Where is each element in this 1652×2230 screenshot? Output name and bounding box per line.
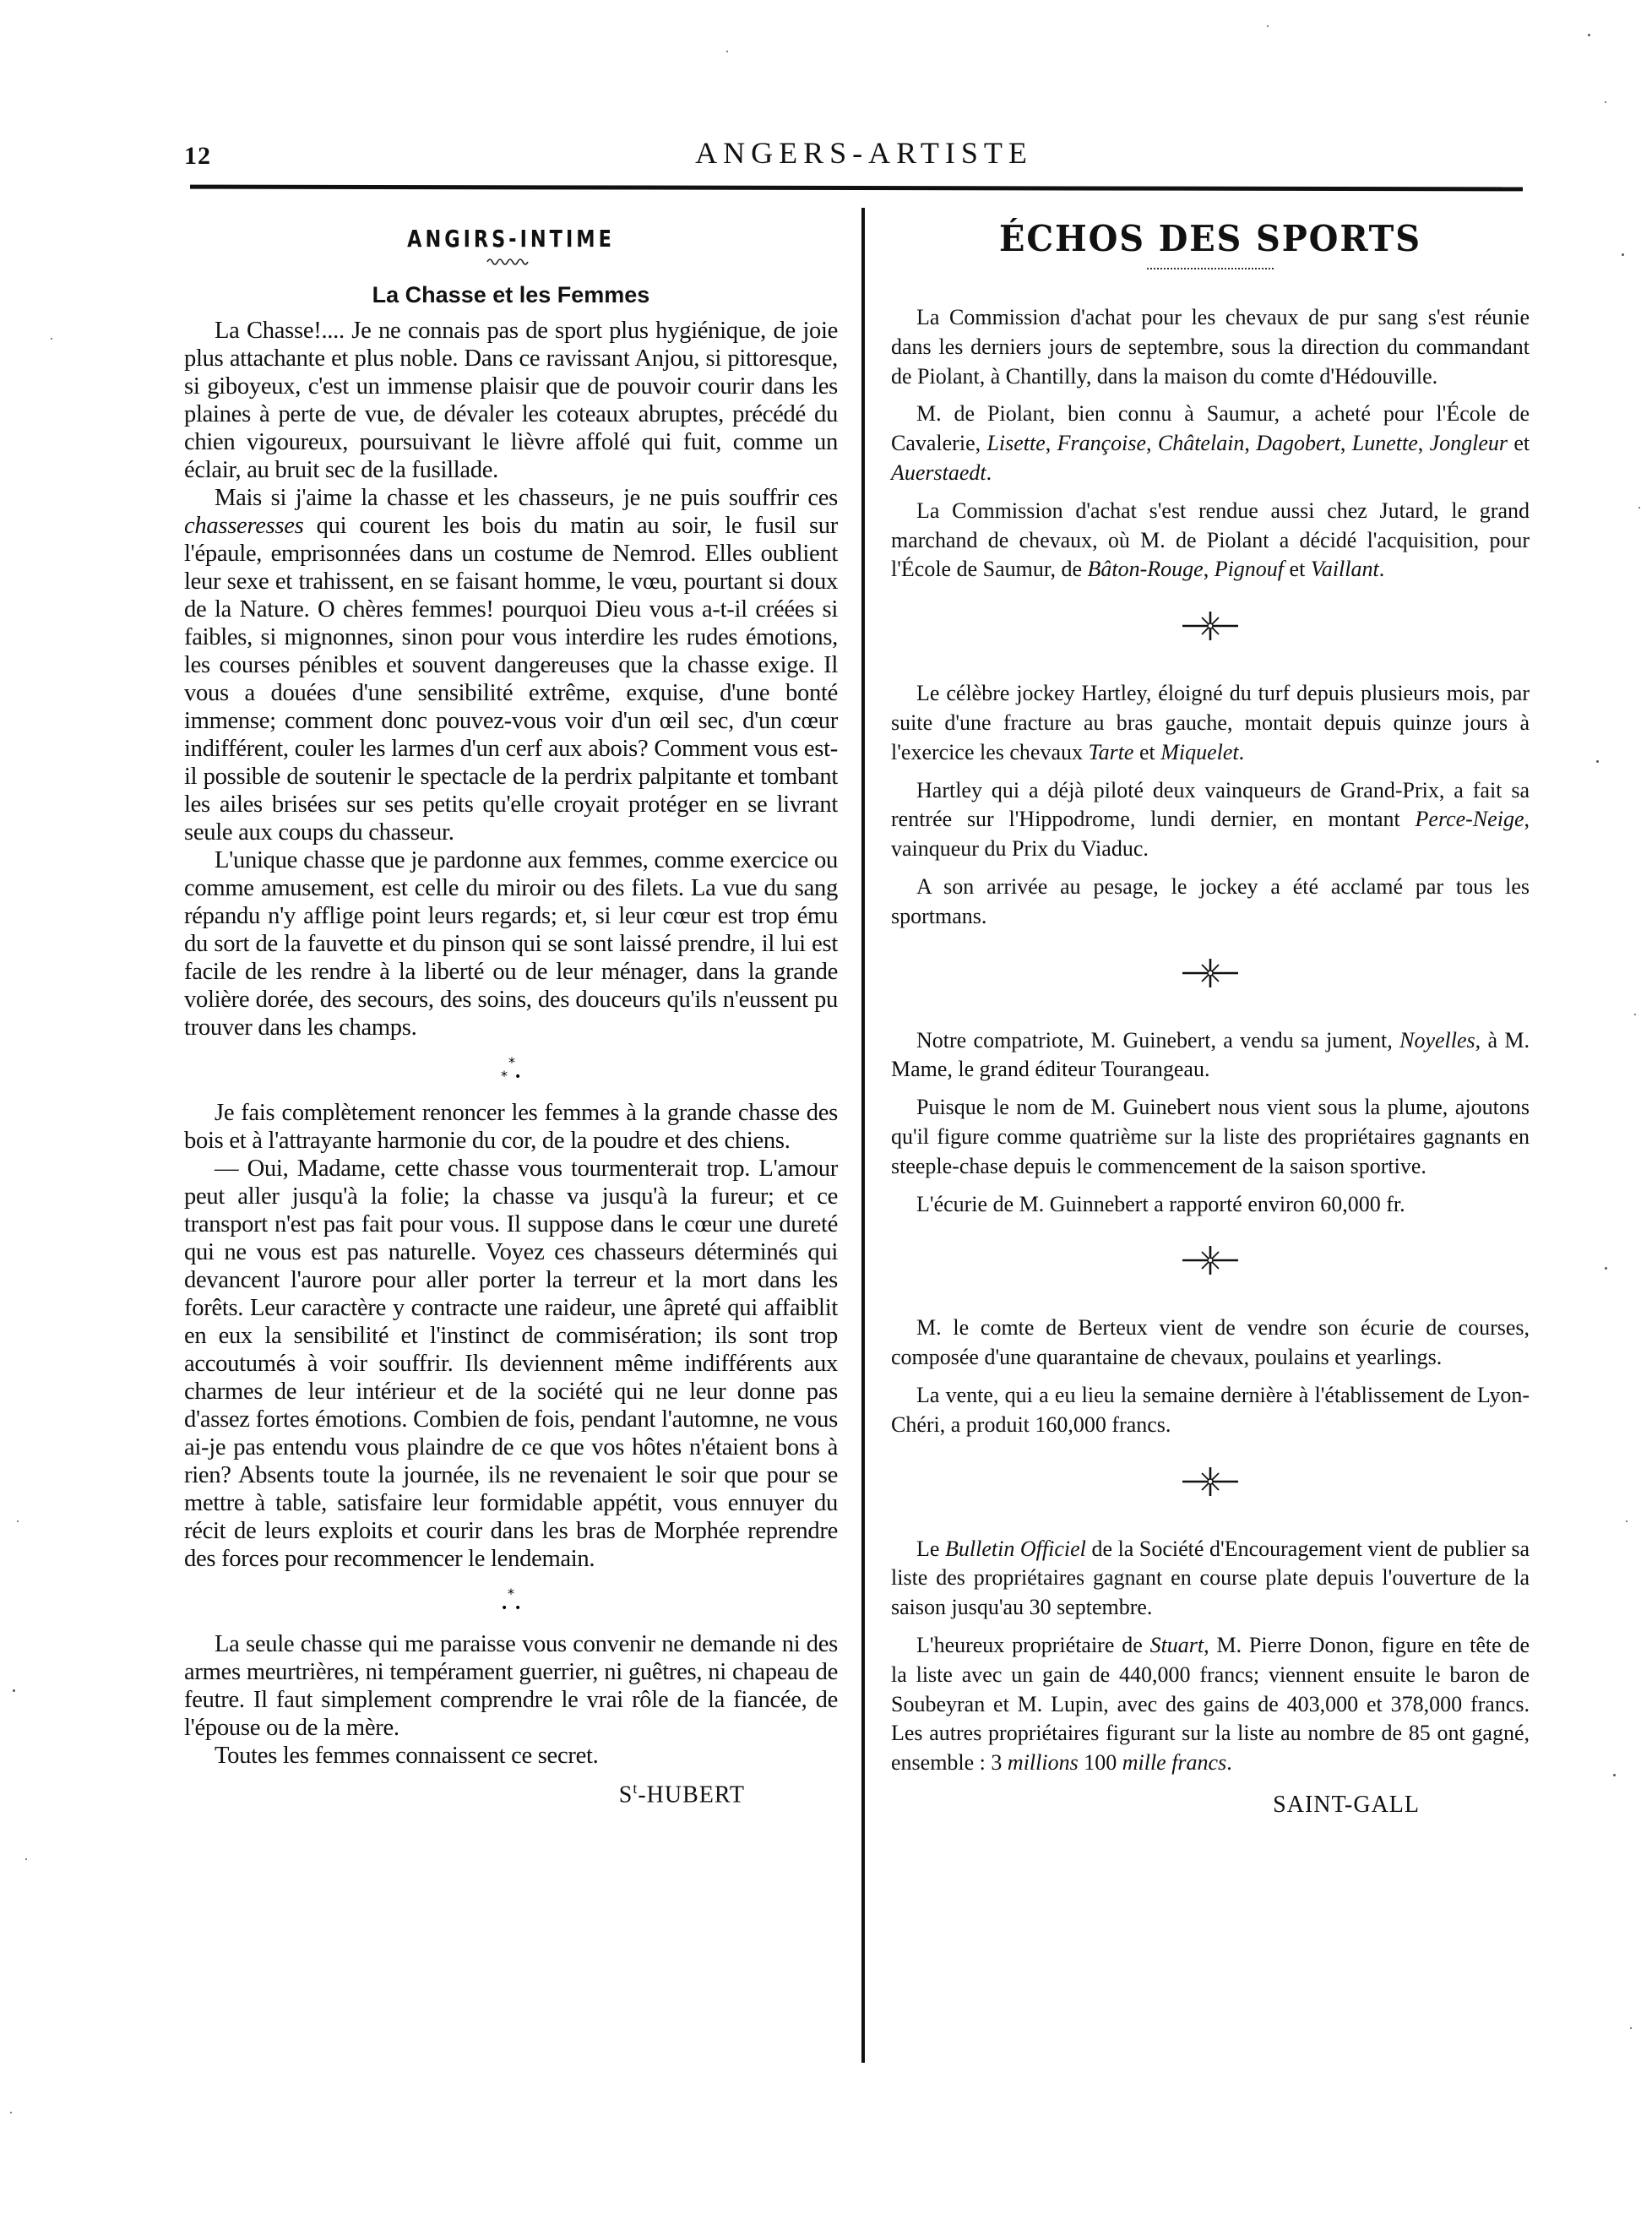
article-body <box>184 317 838 1770</box>
scan-speck <box>25 1858 27 1860</box>
signature-text: -HUBERT <box>638 1781 745 1808</box>
italic-term: Stuart <box>1149 1632 1204 1657</box>
star-ornament-icon <box>891 1227 1530 1293</box>
paragraph: Mais si j'aime la chasse et les chasseurs, je ne puis souffrir ces chasseresses qui courent les bois du matin au soir, le fusil sur l'épaule, emprisonnées dans un costume de Nemrod. Elles oublient leur sexe et trahissent, en se faisant homme, le vœu, pourtant si doux de la Nature. O chères femmes! pourquoi Dieu vous a-t-il créées si faibles, si mignonnes, sinon pour vous interdire les rudes émotions, les courses pénibles et souvent dangereuses que la chasse exige. Il vous a douées d'une sensibilité extrême, exquise, d'une bonté immense; comment donc pouvez-vous voir d'un œil sec, d'un cœur indifférent, couler les larmes d'un cerf aux abois? Comment vous est-il possible de soutenir le spectacle de la perdrix palpitante et tombant les ailes brisées sur ses petits qu'elle croyait protéger en se livrant seule aux coups du chasseur. <box>184 485 838 846</box>
paragraph: Le Bulletin Officiel de la Société d'Encouragement vient de publier sa liste des propriétaires gagnant en course plate depuis l'ouverture de la saison jusqu'au 30 septembre. <box>891 1536 1530 1620</box>
svg-text:•: • <box>501 1602 508 1615</box>
star-ornament-icon <box>891 1449 1530 1515</box>
left-column <box>184 208 838 1808</box>
italic-term: Lunette <box>1351 431 1418 456</box>
paragraph: La seule chasse qui me paraisse vous convenir ne demande ni des armes meurtrières, ni tempérament guerrier, ni guêtres, ni chapeau de feutre. Il faut simplement comprendre le vrai rôle de la fiancée, de l'épouse ou de la mère. <box>184 1631 838 1741</box>
article-title: La Chasse et les Femmes <box>372 282 650 307</box>
paragraph: La Commission d'achat pour les chevaux de pur sang s'est réunie dans les derniers jours de septembre, sous la direction du commandant de Piolant, à Chantilly, dans la maison du comte d'Hédouville. <box>891 305 1530 389</box>
scan-speck <box>10 2112 12 2113</box>
italic-term: mille francs <box>1122 1750 1227 1776</box>
section-title-angers-intime: ANGIRS-INTIME <box>407 225 615 253</box>
flourish-icon <box>184 256 838 272</box>
scan-speck <box>1634 1014 1636 1015</box>
paragraph: L'écurie de M. Guinnebert a rapporté environ 60,000 fr. <box>916 1191 1405 1216</box>
paragraph: L'heureux propriétaire de Stuart, M. Pierre Donon, figure en tête de la liste avec un gain de 440,000 francs; viennent ensuite le baron de Soubeyran et M. Lupin, avec des gains de 403,000 et 378,000 francs. Les autres propriétaires figurant sur la liste au nombre de 85 ont gagné, ensemble : 3 millions 100 mille francs. <box>891 1632 1530 1776</box>
sports-item <box>891 679 1530 931</box>
sports-item <box>891 1535 1530 1778</box>
italic-term: Vaillant <box>1310 557 1379 582</box>
scan-speck <box>17 1520 19 1522</box>
signature-text: S <box>618 1781 633 1808</box>
masthead-title: ANGERS-ARTISTE <box>695 136 1033 170</box>
italic-term: Bâton-Rouge <box>1087 557 1204 582</box>
paragraph: La vente, qui a eu lieu la semaine dernière à l'établissement de Lyon-Chéri, a produit 160,000 francs. <box>891 1382 1530 1437</box>
italic-term: Noyelles <box>1399 1027 1475 1052</box>
svg-text:•: • <box>514 1602 522 1615</box>
italic-term: Françoise <box>1057 431 1147 456</box>
asterism-icon <box>184 1588 838 1617</box>
sports-item <box>891 1314 1530 1439</box>
paragraph: Le célèbre jockey Hartley, éloigné du turf depuis plusieurs mois, par suite d'une fracture au bras gauche, montait depuis quinze jours à l'exercice les chevaux Tarte et Miquelet. <box>891 681 1530 764</box>
sports-items <box>891 303 1530 1778</box>
paragraph: La Commission d'achat s'est rendue aussi chez Jutard, le grand marchand de chevaux, où M. de Piolant a décidé l'acquisition, pour l'École de Saumur, de Bâton-Rouge, Pignouf et Vaillant. <box>891 498 1530 582</box>
scan-speck <box>51 338 52 340</box>
svg-text:*: * <box>508 1057 515 1070</box>
column-divider <box>861 208 865 2063</box>
paragraph: M. de Piolant, bien connu à Saumur, a acheté pour l'École de Cavalerie, Lisette, Françoise, Châtelain, Dagobert, Lunette, Jongleur et Auerstaedt. <box>891 401 1530 485</box>
paragraph: A son arrivée au pesage, le jockey a été acclamé par tous les sportmans. <box>891 873 1530 928</box>
paragraph: M. le comte de Berteux vient de vendre son écurie de courses, composée d'une quarantaine de chevaux, poulains et yearlings. <box>891 1315 1530 1370</box>
signature-superscript: t <box>633 1780 639 1797</box>
scan-speck <box>1588 34 1590 36</box>
scan-speck <box>1630 2027 1632 2029</box>
svg-text:•: • <box>514 1070 522 1084</box>
italic-term: Tarte <box>1088 739 1134 764</box>
svg-text:*: * <box>501 1068 508 1084</box>
paragraph: L'unique chasse que je pardonne aux femmes, comme exercice ou comme amusement, est celle du miroir ou des filets. La vue du sang répandu n'y afflige point leurs regards; et, si leur cœur est trop ému du sort de la fauvette et du pinson qui se sont laissé prendre, il lui est facile de les rendre à la liberté ou de leur ménager, dans la grande volière dorée, des secours, des soins, des douceurs qu'ils n'eussent pu trouver dans les champs. <box>184 847 838 1041</box>
scan-speck <box>1596 760 1599 763</box>
italic-term: Châtelain <box>1157 431 1245 456</box>
section-title-echos-des-sports: ÉCHOS DES SPORTS <box>999 218 1421 259</box>
paragraph: La Chasse!.... Je ne connais pas de sport plus hygiénique, de joie plus attachante et plus noble. Dans ce ravissant Anjou, si pittoresque, si giboyeux, c'est un immense plaisir que de pouvoir courir dans les plaines à perte de vue, de dévaler les coteaux abruptes, précédé du chien vigoureux, poursuivant le lièvre affolé qui fuit, comme un éclair, au bruit sec de la fusillade. <box>184 318 838 483</box>
italic-term: Miquelet <box>1160 739 1239 764</box>
italic-term: Jongleur <box>1429 431 1508 456</box>
header-rule <box>190 185 1523 192</box>
star-ornament-icon <box>891 940 1530 1006</box>
italic-term: Lisette <box>986 431 1046 456</box>
paragraph: — Oui, Madame, cette chasse vous tourmenterait trop. L'amour peut aller jusqu'à la folie; la chasse va jusqu'à la fureur; et ce transport n'est pas fait pour vous. Il suppose dans le cœur une dureté qui ne vous est pas naturelle. Voyez ces chasseurs déterminés qui devancent l'aurore pour aller porter la terreur et la mort dans les forêts. Leur caractère y contracte une raideur, une âpreté qui affaiblit en eux la sensibilité et l'instinct de commisération; ils sont trop accoutumés à voir souffrir. Ils deviennent même indifférents aux charmes de leur intérieur et de la société qui ne leur donne pas d'assez fortes émotions. Combien de fois, pendant l'automne, ne vous ai-je pas entendu vous plaindre de ce que vos hôtes n'étaient bons à rien? Absents toute la journée, ils ne revenaient le soir que pour se mettre à table, satisfaire leur formidable appétit, vous ennuyer du récit de leurs exploits et courir dans les bras de Morphée reprendre des forces pour recommencer le lendemain. <box>184 1156 838 1572</box>
signature-saint-gall: SAINT-GALL <box>1273 1791 1420 1818</box>
scan-speck <box>1622 253 1624 256</box>
asterism-icon <box>184 1057 838 1085</box>
scan-speck <box>1638 507 1640 509</box>
scan-speck <box>1605 101 1606 103</box>
svg-text:*: * <box>508 1588 514 1602</box>
italic-term: Perce-Neige <box>1415 807 1524 832</box>
italic-term: chasseresses <box>184 513 304 539</box>
italic-term: Bulletin Officiel <box>945 1536 1086 1561</box>
scan-speck <box>1613 1774 1616 1776</box>
paragraph: Notre compatriote, M. Guinebert, a vendu sa jument, Noyelles, à M. Mame, le grand éditeur Tourangeau. <box>891 1027 1530 1082</box>
italic-term: Dagobert <box>1256 431 1340 456</box>
sports-item <box>891 1026 1530 1220</box>
paragraph: Toutes les femmes connaissent ce secret. <box>215 1743 599 1769</box>
paragraph: Puisque le nom de M. Guinebert nous vient sous la plume, ajoutons qu'il figure comme quatrième sur la liste des propriétaires gagnants en steeple-chase depuis le commencement de la saison sportive. <box>891 1095 1530 1178</box>
sports-item <box>891 303 1530 585</box>
scan-speck <box>1626 1520 1628 1522</box>
italic-term: Auerstaedt <box>891 460 986 485</box>
paragraph: Hartley qui a déjà piloté deux vainqueurs de Grand-Prix, a fait sa rentrée sur l'Hippodrome, lundi dernier, en montant Perce-Neige, vainqueur du Prix du Viaduc. <box>891 777 1530 862</box>
scan-speck <box>1267 25 1269 27</box>
page-number: 12 <box>184 142 211 170</box>
right-column <box>891 208 1530 1819</box>
italic-term: millions <box>1007 1750 1079 1776</box>
scan-speck <box>1605 1267 1607 1270</box>
scan-speck <box>726 51 728 52</box>
signature-st-hubert <box>184 1780 838 1808</box>
star-ornament-icon <box>891 593 1530 659</box>
scan-speck <box>13 1689 15 1692</box>
italic-term: Pignouf <box>1214 557 1285 582</box>
paragraph: Je fais complètement renoncer les femmes à la grande chasse des bois et à l'attrayante harmonie du cor, de la poudre et des chiens. <box>184 1100 838 1154</box>
title-underline <box>1147 268 1274 269</box>
